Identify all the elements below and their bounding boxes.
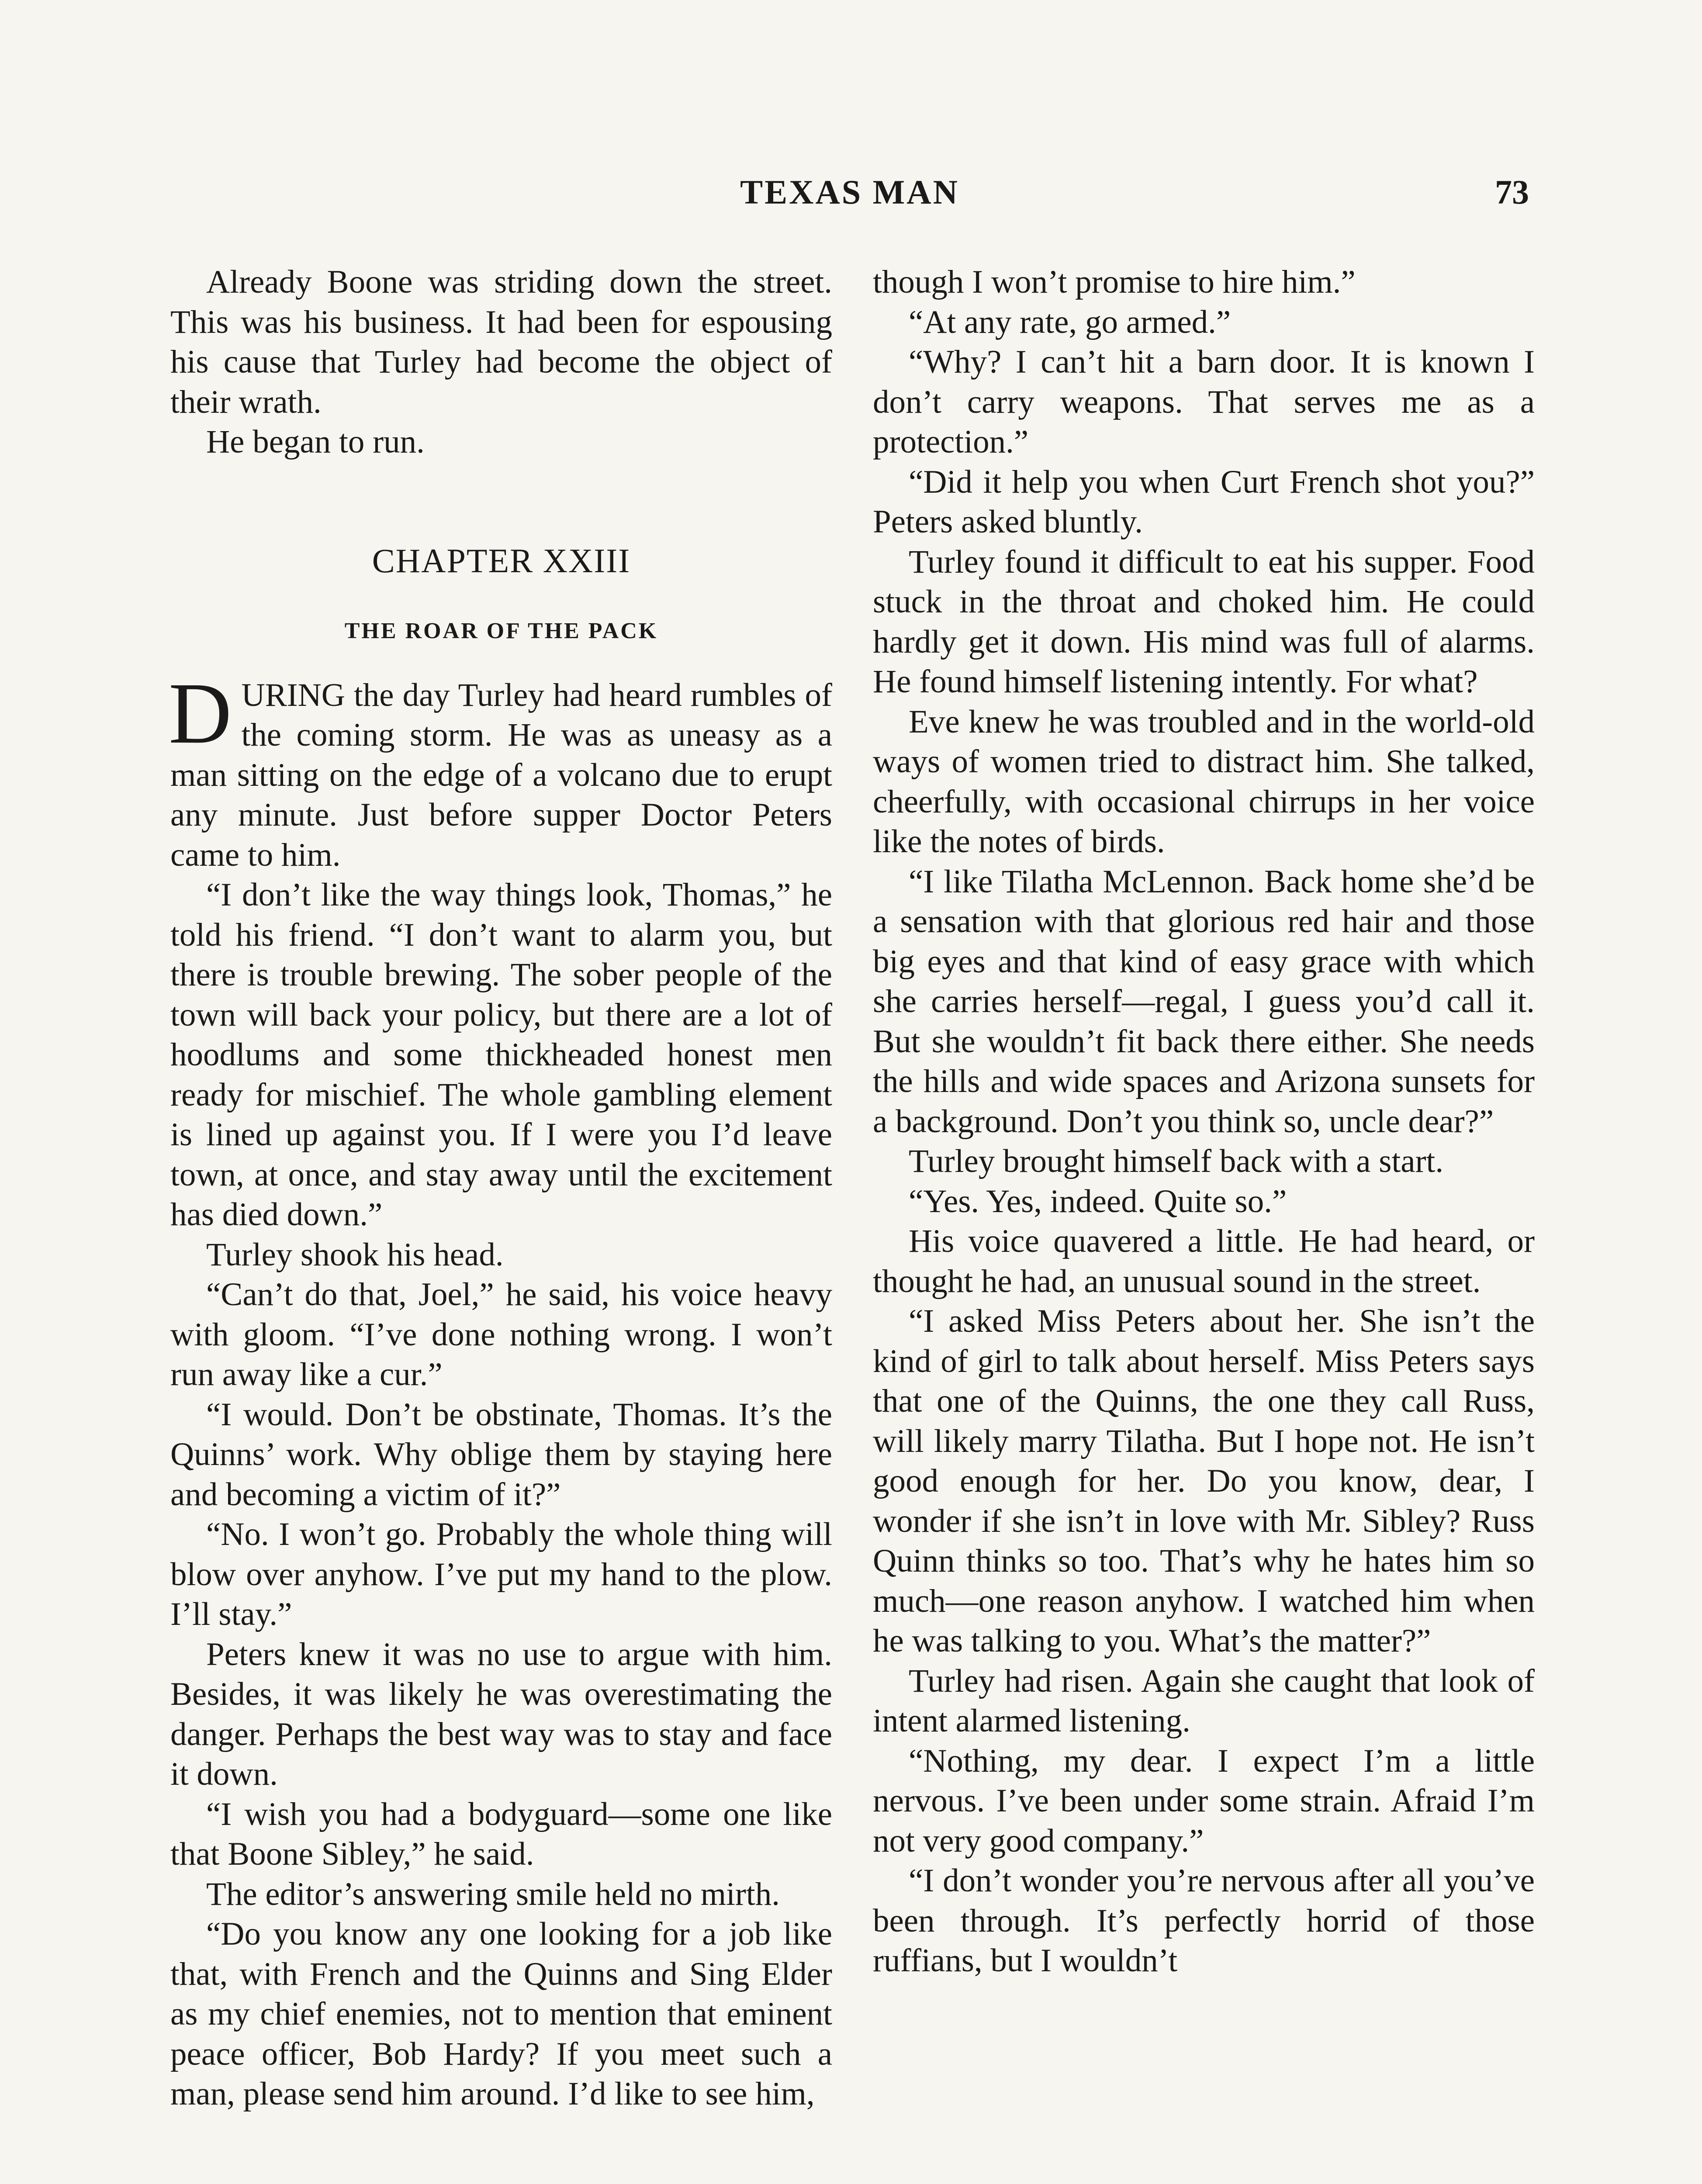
body-paragraph: “No. I won’t go. Probably the whole thing will blow over anyhow. I’ve put my hand to the plow. I’ll stay.” (170, 1516, 832, 1632)
opening-paragraph-text: URING the day Turley had heard rumbles of the coming storm. He was as uneasy as a man sitting on the edge of a volcano due to erupt any minute. Just before supper Doctor Peters came to him. (170, 677, 832, 873)
body-paragraph: Eve knew he was troubled and in the world-old ways of women tried to distract him. She talked, cheerfully, with occasional chirrups in her voice like the notes of birds. (873, 703, 1535, 860)
body-paragraph: “I asked Miss Peters about her. She isn’t the kind of girl to talk about herself. Miss Peters says that one of the Quinns, the one they call Russ, will likely marry Tilatha. But I hope not. He isn’t good enough for her. Do you know, dear, I wonder if she isn’t in love with Mr. Sibley? Russ Quinn thinks so too. That’s why he hates him so much—one reason anyhow. I watched him when he was talking to you. What’s the matter?” (873, 1303, 1535, 1659)
body-paragraph: Turley found it difficult to eat his supper. Food stuck in the throat and choked him. He could hardly get it down. His mind was full of alarms. He found himself listening intently. For what? (873, 543, 1535, 700)
body-paragraph: “I wish you had a bodyguard—some one like that Boone Sibley,” he said. (170, 1796, 832, 1872)
body-paragraph: Turley shook his head. (206, 1236, 504, 1273)
body-paragraph: Already Boone was striding down the street. This was his business. It had been for espousing his cause that Turley had become the object of their wrath. (170, 264, 832, 420)
body-paragraph: “I don’t like the way things look, Thomas,” he told his friend. “I don’t want to alarm you, but there is trouble brewing. The sober people of the town will back your policy, but there are a lot of hoodlums and some thickheaded honest men ready for mischief. The whole gambling element is lined up against you. If I were you I’d leave town, at once, and stay away until the excitement has died down.” (170, 877, 832, 1233)
body-paragraph: “Can’t do that, Joel,” he said, his voice heavy with gloom. “I’ve done nothing wrong. I won’t run away like a cur.” (170, 1276, 832, 1393)
body-paragraph: “Did it help you when Curt French shot you?” Peters asked bluntly. (873, 463, 1535, 540)
body-paragraph: “Yes. Yes, indeed. Quite so.” (909, 1183, 1287, 1220)
body-paragraph: “Why? I can’t hit a barn door. It is known I don’t carry weapons. That serves me as a protection.” (873, 344, 1535, 460)
chapter-title: CHAPTER XXIII (372, 541, 631, 580)
body-paragraph: Turley had risen. Again she caught that look of intent alarmed listening. (873, 1662, 1535, 1739)
body-paragraph: “Nothing, my dear. I expect I’m a little nervous. I’ve been under some strain. Afraid I’m not very good company.” (873, 1742, 1535, 1859)
body-paragraph: “I like Tilatha McLennon. Back home she’d be a sensation with that glorious red hair and those big eyes and that kind of easy grace with which she carries herself—regal, I guess you’d call it. But she wouldn’t fit back there either. She needs the hills and wide spaces and Arizona sunsets for a background. Don’t you think so, uncle dear?” (873, 863, 1535, 1140)
body-paragraph: “At any rate, go armed.” (909, 304, 1231, 340)
body-paragraph: The editor’s answering smile held no mirth. (206, 1876, 780, 1912)
page-number: 73 (1495, 173, 1529, 211)
body-paragraph: His voice quavered a little. He had heard, or thought he had, an unusual sound in the street. (873, 1223, 1535, 1299)
page-header (170, 173, 1529, 225)
drop-cap: D (169, 665, 232, 762)
chapter-subtitle: THE ROAR OF THE PACK (344, 619, 658, 643)
body-paragraph: “I would. Don’t be obstinate, Thomas. It’s the Quinns’ work. Why oblige them by staying here and becoming a victim of it?” (170, 1396, 832, 1513)
left-column (170, 262, 832, 2114)
body-paragraph: “I don’t wonder you’re nervous after all you’ve been through. It’s perfectly horrid of those ruffians, but I wouldn’t (873, 1863, 1535, 1979)
chapter-opening-paragraph (169, 665, 832, 875)
body-paragraph: Turley brought himself back with a start. (909, 1143, 1444, 1179)
continued-paragraph: though I won’t promise to hire him.” (873, 264, 1356, 300)
body-paragraph: He began to run. (206, 424, 425, 460)
body-paragraph: “Do you know any one looking for a job like that, with French and the Quinns and Sing Elder as my chief enemies, not to mention that eminent peace officer, Bob Hardy? If you meet such a man, please send him around. I’d like to see him, (170, 1916, 832, 2112)
running-title: TEXAS MAN (740, 173, 959, 211)
body-paragraph: Peters knew it was no use to argue with him. Besides, it was likely he was overestimating the danger. Perhaps the best way was to stay and face it down. (170, 1636, 832, 1792)
right-column (873, 262, 1535, 1981)
